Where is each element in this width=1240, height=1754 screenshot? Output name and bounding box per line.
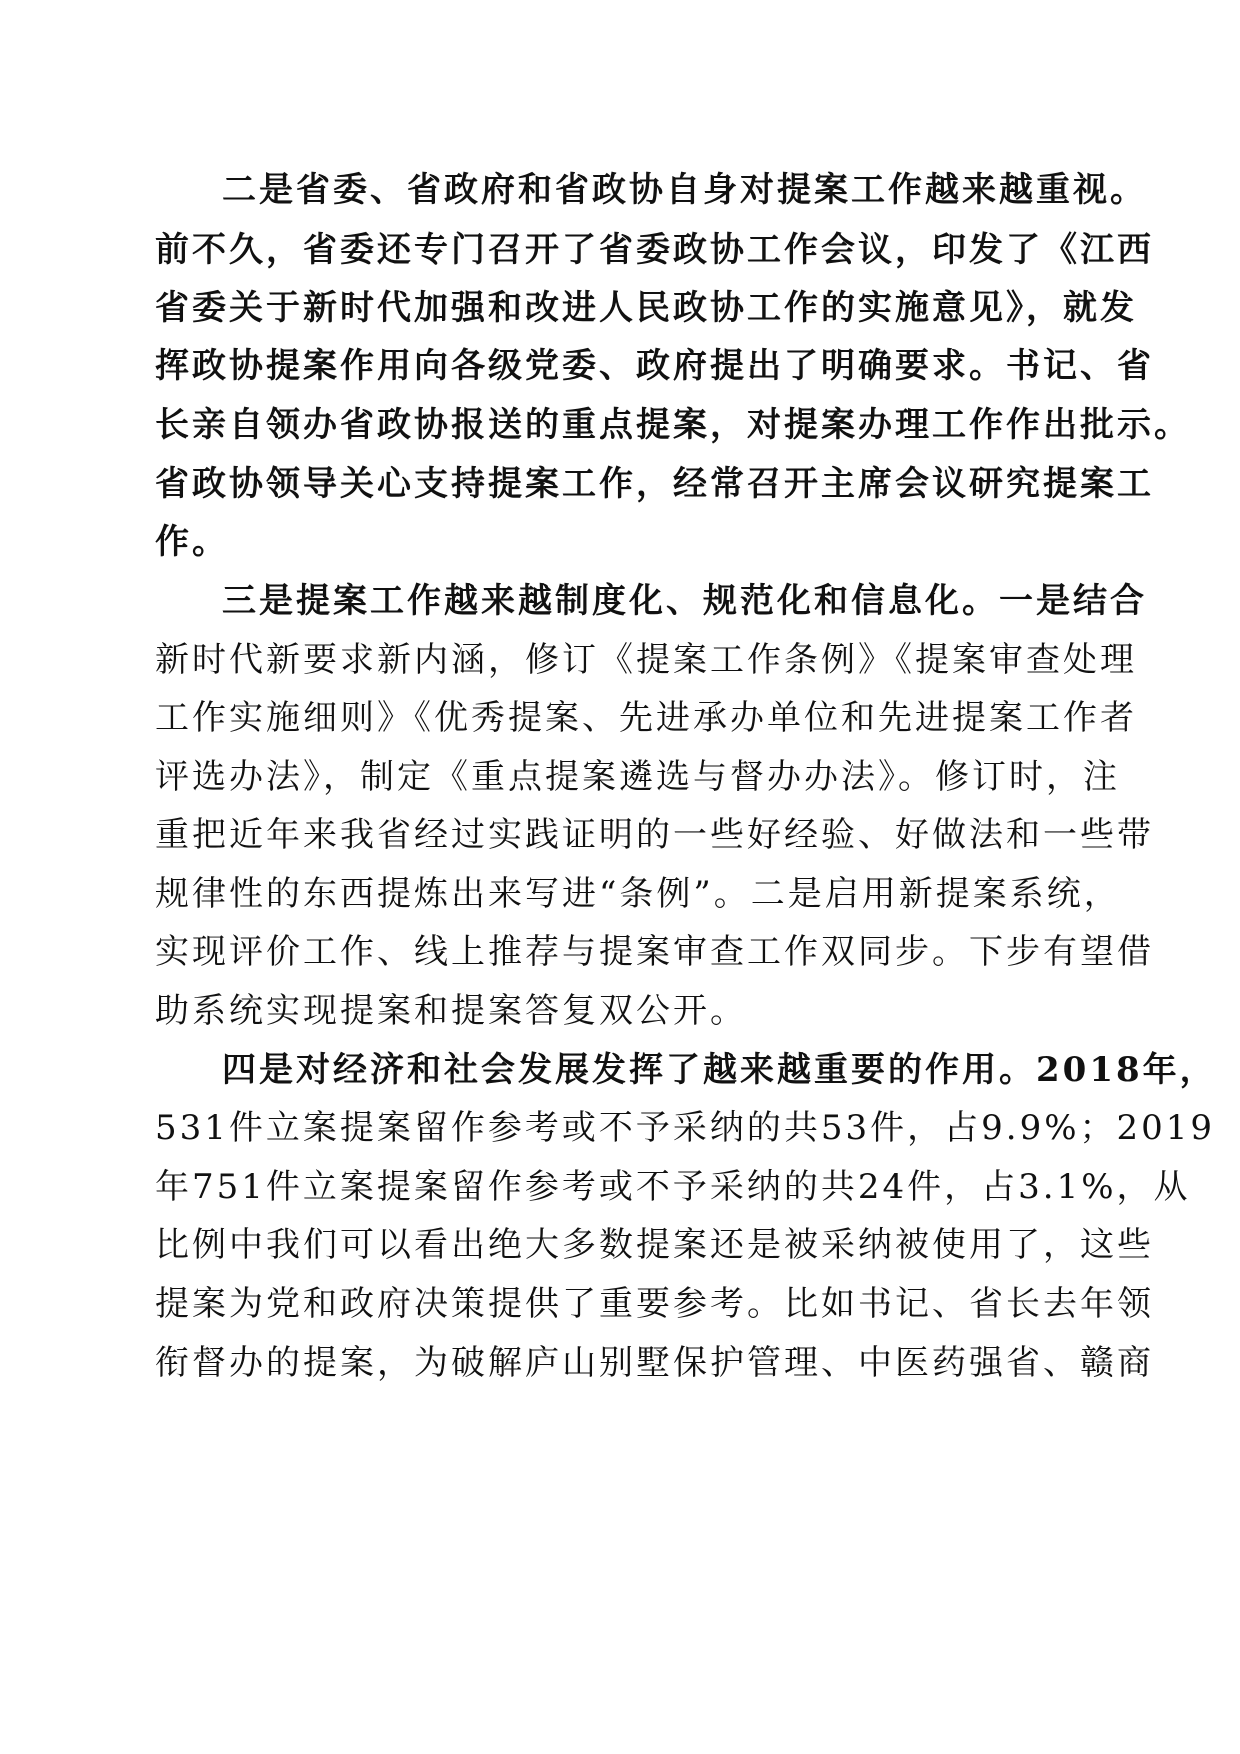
paragraph-3-line-5: 提案为党和政府决策提供了重要参考。比如书记、省长去年领: [155, 1284, 1154, 1324]
paragraph-2-line-7: 实现评价工作、线上推荐与提案审查工作双同步。下步有望借: [155, 932, 1154, 972]
paragraph-2-line-5: 重把近年来我省经过实践证明的一些好经验、好做法和一些带: [155, 815, 1154, 855]
paragraph-2-line-6: 规律性的东西提炼出来写进“条例”。二是启用新提案系统，: [155, 874, 1121, 914]
paragraph-1-line-4: 挥政协提案作用向各级党委、政府提出了明确要求。书记、省: [155, 346, 1154, 386]
paragraph-3-line-6: 衔督办的提案，为破解庐山别墅保护管理、中医药强省、赣商: [155, 1343, 1154, 1383]
paragraph-2-line-1: 三是提案工作越来越制度化、规范化和信息化。一是结合: [222, 581, 1147, 621]
paragraph-3-line-4: 比例中我们可以看出绝大多数提案还是被采纳被使用了，这些: [155, 1225, 1154, 1265]
paragraph-2-line-4: 评选办法》，制定《重点提案遴选与督办办法》。修订时，注: [155, 757, 1120, 797]
paragraph-1-line-6: 省政协领导关心支持提案工作，经常召开主席会议研究提案工: [155, 464, 1154, 504]
paragraph-2-line-2: 新时代新要求新内涵，修订《提案工作条例》《提案审查处理: [155, 640, 1137, 680]
paragraph-3-line-1: 四是对经济和社会发展发挥了越来越重要的作用。2018年，: [222, 1050, 1217, 1090]
paragraph-1-line-2: 前不久，省委还专门召开了省委政协工作会议，印发了《江西: [155, 230, 1154, 270]
paragraph-1-line-5: 长亲自领办省政协报送的重点提案，对提案办理工作作出批示。: [155, 405, 1191, 445]
paragraph-1-line-1: 二是省委、省政府和省政协自身对提案工作越来越重视。: [222, 170, 1147, 210]
paragraph-1-line-7: 作。: [155, 522, 229, 562]
paragraph-2-line-8: 助系统实现提案和提案答复双公开。: [155, 991, 747, 1031]
paragraph-3-line-3: 年751件立案提案留作参考或不予采纳的共24件，占3.1%，从: [155, 1167, 1191, 1207]
paragraph-2-line-3: 工作实施细则》《优秀提案、先进承办单位和先进提案工作者: [155, 698, 1137, 738]
paragraph-1-line-3: 省委关于新时代加强和改进人民政协工作的实施意见》，就发: [155, 288, 1137, 328]
paragraph-3-line-2: 531件立案提案留作参考或不予采纳的共53件，占9.9%；2019: [155, 1108, 1216, 1148]
